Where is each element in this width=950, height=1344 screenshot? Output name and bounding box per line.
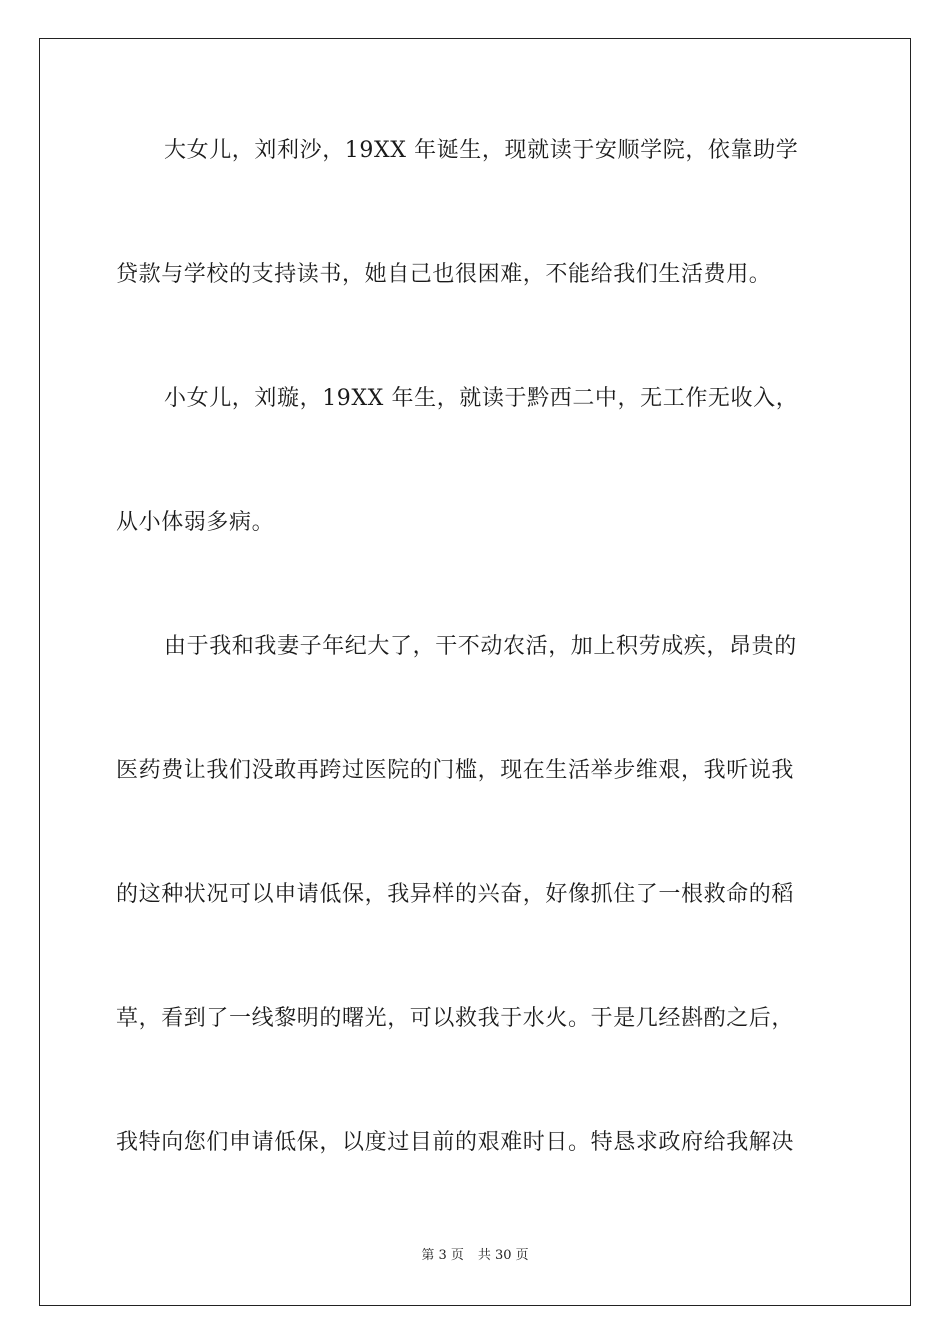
paragraph-line: 小女儿，刘璇，19XX 年生，就读于黔西二中，无工作无收入， (164, 386, 799, 411)
paragraph-line: 的这种状况可以申请低保，我异样的兴奋，好像抓住了一根救命的稻 (116, 882, 795, 907)
paragraph-line: 草，看到了一线黎明的曙光，可以救我于水火。于是几经斟酌之后， (116, 1006, 795, 1031)
paragraph-line: 由于我和我妻子年纪大了，干不动农活，加上积劳成疾，昂贵的 (164, 634, 797, 659)
paragraph-line: 从小体弱多病。 (116, 510, 275, 535)
page-footer (0, 1247, 950, 1265)
paragraph-line: 贷款与学校的支持读书，她自己也很困难，不能给我们生活费用。 (116, 262, 772, 287)
page-total: 共 30 页 (477, 1248, 529, 1263)
page-border (39, 38, 911, 1306)
paragraph-line: 医药费让我们没敢再跨过医院的门槛，现在生活举步维艰，我听说我 (116, 758, 795, 783)
paragraph-line: 大女儿，刘利沙，19XX 年诞生，现就读于安顺学院，依靠助学 (164, 138, 799, 163)
page-number: 第 3 页 (421, 1248, 464, 1263)
paragraph-line: 我特向您们申请低保，以度过目前的艰难时日。特恳求政府给我解决 (116, 1130, 795, 1155)
